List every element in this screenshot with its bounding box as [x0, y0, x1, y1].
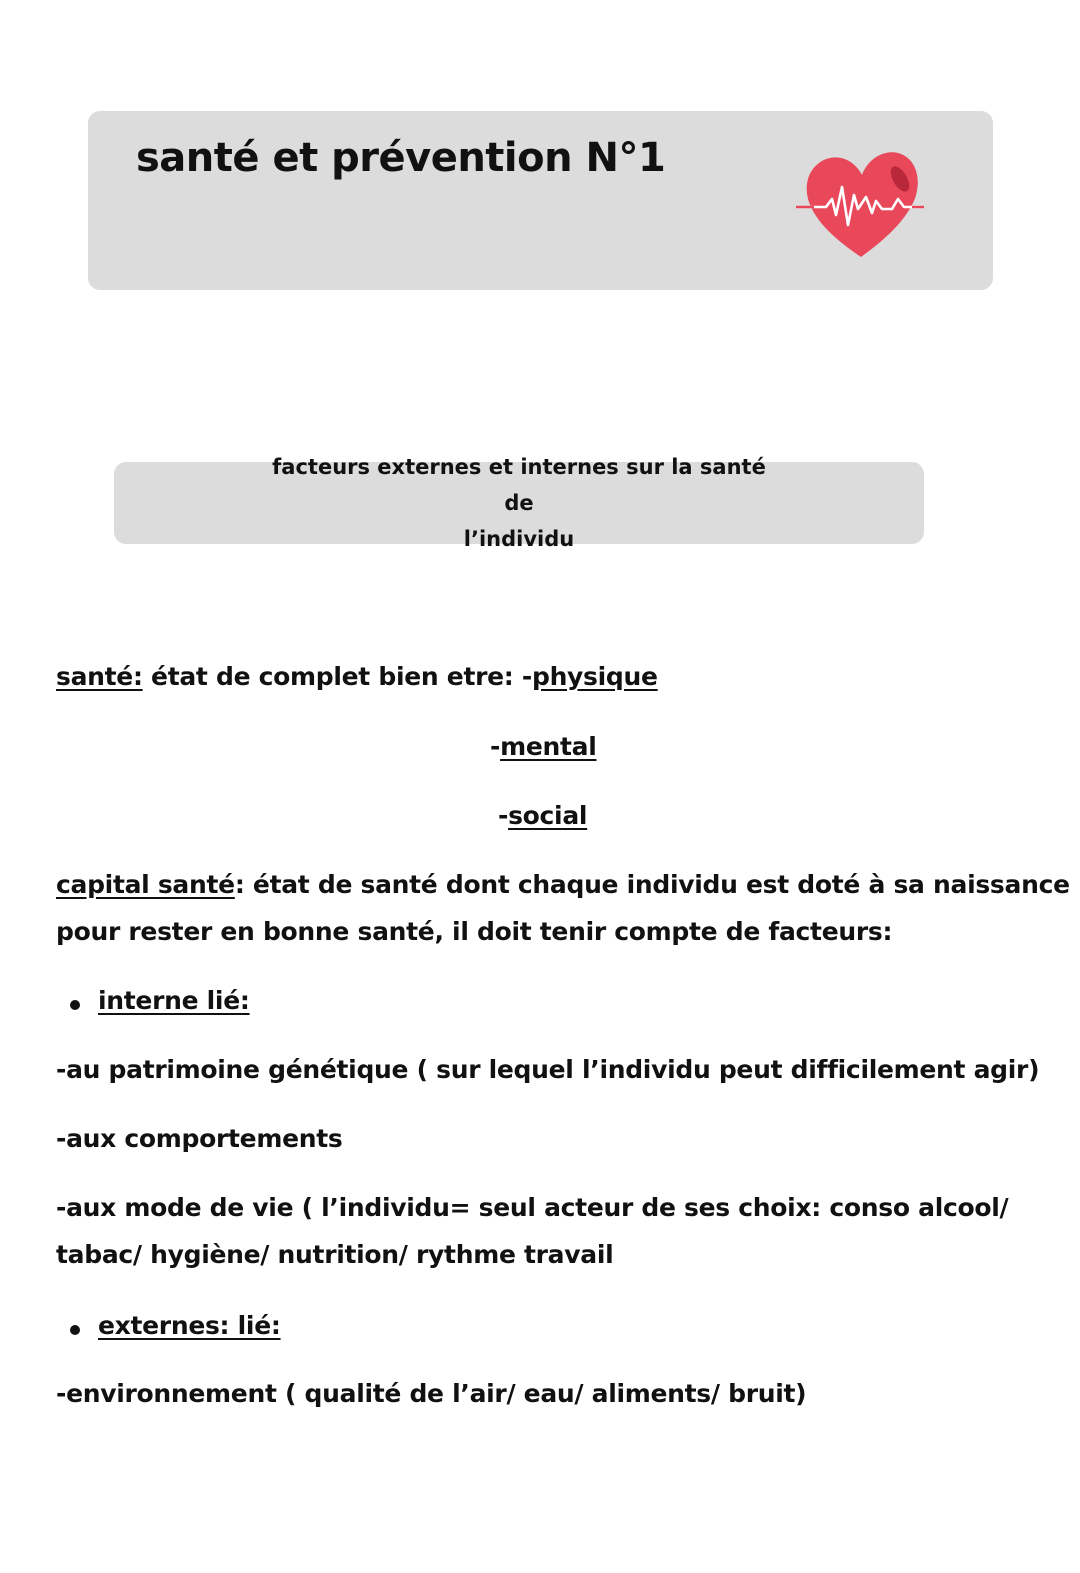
heart-pulse-icon [796, 139, 926, 269]
sante-item-physique: physique [531, 662, 658, 691]
sante-term: santé: [56, 662, 143, 691]
page-title: santé et prévention N°1 [136, 135, 666, 181]
capital-sante-line1 [56, 870, 1070, 899]
dash: - [498, 801, 509, 830]
section-heading-line1: facteurs externes et internes sur la santé de [272, 455, 766, 515]
sante-item-social-line [498, 801, 587, 830]
title-banner [88, 111, 993, 290]
bullet-icon [70, 1325, 80, 1335]
sante-definition-line [56, 662, 658, 691]
capital-sante-line2: pour rester en bonne santé, il doit tenir compte de facteurs: [56, 917, 893, 946]
section-heading [259, 449, 779, 557]
section-heading-line2: l’individu [463, 527, 575, 551]
internes-item-comportements: -aux comportements [56, 1124, 343, 1153]
sante-definition: état de complet bien etre: - [142, 662, 532, 691]
section-heading-box [114, 455, 924, 551]
sante-item-mental: mental [500, 732, 597, 761]
dash: - [490, 732, 501, 761]
sante-item-mental-line [490, 732, 596, 761]
capital-sante-term: capital santé [56, 870, 235, 899]
externes-item-environnement: -environnement ( qualité de l’air/ eau/ aliments/ bruit) [56, 1379, 807, 1408]
sante-item-social: social [508, 801, 588, 830]
internes-item-mode-de-vie-line1: -aux mode de vie ( l’individu= seul acteur de ses choix: conso alcool/ [56, 1193, 1009, 1222]
internes-item-mode-de-vie-line2: tabac/ hygiène/ nutrition/ rythme travail [56, 1240, 614, 1269]
capital-sante-definition: : état de santé dont chaque individu est doté à sa naissance [234, 870, 1070, 899]
bullet-icon [70, 1000, 80, 1010]
externes-heading: externes: lié: [98, 1311, 281, 1340]
internes-item-genetique: -au patrimoine génétique ( sur lequel l’individu peut difficilement agir) [56, 1055, 1040, 1084]
internes-heading: interne lié: [98, 986, 250, 1015]
